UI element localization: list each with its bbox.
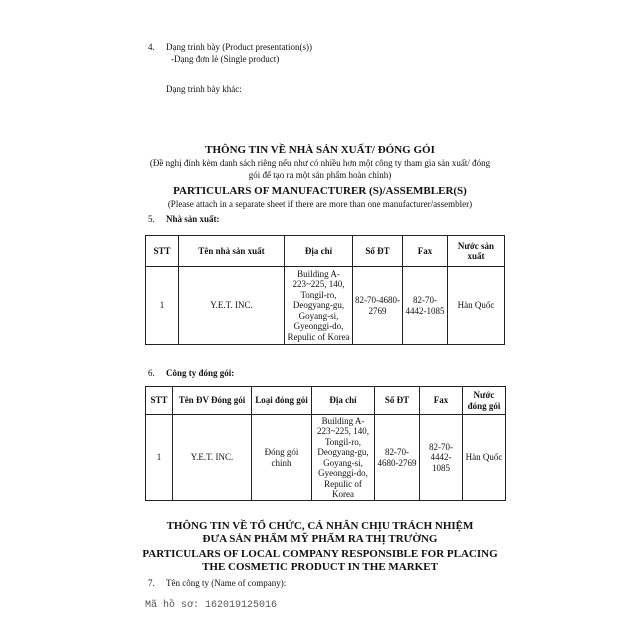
manufacturer-title-en: PARTICULARS OF MANUFACTURER (S)/ASSEMBLER(S)	[173, 185, 467, 197]
col-phone: Số ĐT	[353, 236, 403, 267]
manufacturer-note-en: (Please attach in a separate sheet if there are more than one manufacturer/assembler)	[167, 199, 473, 209]
item-5-number: 5.	[148, 214, 155, 224]
col-packaging-type: Loại đóng gói	[252, 387, 312, 415]
local-company-title-vi-line2: ĐƯA SẢN PHẨM MỸ PHẨM RA THỊ TRƯỜNG	[202, 533, 438, 545]
cell-stt: 1	[146, 267, 179, 345]
table-row	[146, 267, 505, 345]
cell-country: Hàn Quốc	[463, 415, 506, 501]
col-country-of-manufacture: Nước sản xuất	[448, 236, 505, 267]
manufacturer-note-vi-line2: gói để tạo ra một sản phẩm hoàn chỉnh)	[248, 170, 392, 180]
col-manufacturer-name: Tên nhà sản xuất	[179, 236, 285, 267]
cell-fax: 82-70-4442-1085	[420, 415, 463, 501]
col-fax: Fax	[420, 387, 463, 415]
item-4-other-presentation: Dạng trình bày khác:	[166, 84, 242, 94]
table-row	[146, 415, 506, 501]
packager-table-header-row	[146, 387, 506, 415]
cell-fax: 82-70-4442-1085	[403, 267, 448, 345]
item-6-label: Công ty đóng gói:	[166, 368, 235, 378]
col-phone: Số ĐT	[375, 387, 420, 415]
cell-packager-name: Y.E.T. INC.	[173, 415, 252, 501]
cell-country: Hàn Quốc	[448, 267, 505, 345]
col-address: Địa chỉ	[312, 387, 375, 415]
col-stt: STT	[146, 387, 173, 415]
item-6-number: 6.	[148, 368, 155, 378]
cell-address: Building A-223~225, 140, Tongil-ro, Deogyang-gu, Goyang-si, Gyeonggi-do, Repulic of Korea	[285, 267, 353, 345]
manufacturer-note-vi-line1: (Đề nghị đính kèm danh sách riêng nếu như có nhiều hơn một công ty tham gia sản xuất/ đóng	[149, 158, 491, 168]
cell-stt: 1	[146, 415, 173, 501]
manufacturer-table-header-row	[146, 236, 505, 267]
col-stt: STT	[146, 236, 179, 267]
item-4-single-product: -Dạng đơn lẻ (Single product)	[171, 54, 280, 64]
item-7-number: 7.	[148, 578, 155, 588]
col-country-of-packaging: Nước đóng gói	[463, 387, 506, 415]
item-4-product-presentation: Dạng trình bày (Product presentation(s))	[166, 42, 312, 52]
cell-phone: 82-70-4680-2769	[353, 267, 403, 345]
manufacturer-table	[145, 235, 505, 345]
local-company-title-en-line1: PARTICULARS OF LOCAL COMPANY RESPONSIBLE FOR PLACING	[142, 548, 498, 560]
cell-phone: 82-70-4680-2769	[375, 415, 420, 501]
cell-packaging-type: Đóng gói chính	[252, 415, 312, 501]
item-4-number: 4.	[148, 42, 155, 52]
manufacturer-title-vi: THÔNG TIN VỀ NHÀ SẢN XUẤT/ ĐÓNG GÓI	[205, 144, 435, 156]
cell-manufacturer-name: Y.E.T. INC.	[179, 267, 285, 345]
local-company-title-en-line2: THE COSMETIC PRODUCT IN THE MARKET	[202, 561, 438, 573]
col-address: Địa chỉ	[285, 236, 353, 267]
record-code: Mã hồ sơ: 162019125016	[145, 600, 278, 611]
col-fax: Fax	[403, 236, 448, 267]
item-7-company-name-label: Tên công ty (Name of company):	[166, 578, 287, 588]
cell-address: Building A-223~225, 140, Tongil-ro, Deogyang-gu, Goyang-si, Gyeonggi-do, Repulic of Korea	[312, 415, 375, 501]
item-5-label: Nhà sản xuất:	[166, 214, 220, 224]
packager-table	[145, 386, 506, 501]
local-company-title-vi-line1: THÔNG TIN VỀ TỔ CHỨC, CÁ NHÂN CHỊU TRÁCH NHIỆM	[166, 520, 474, 532]
col-packager-name: Tên ĐV Đóng gói	[173, 387, 252, 415]
